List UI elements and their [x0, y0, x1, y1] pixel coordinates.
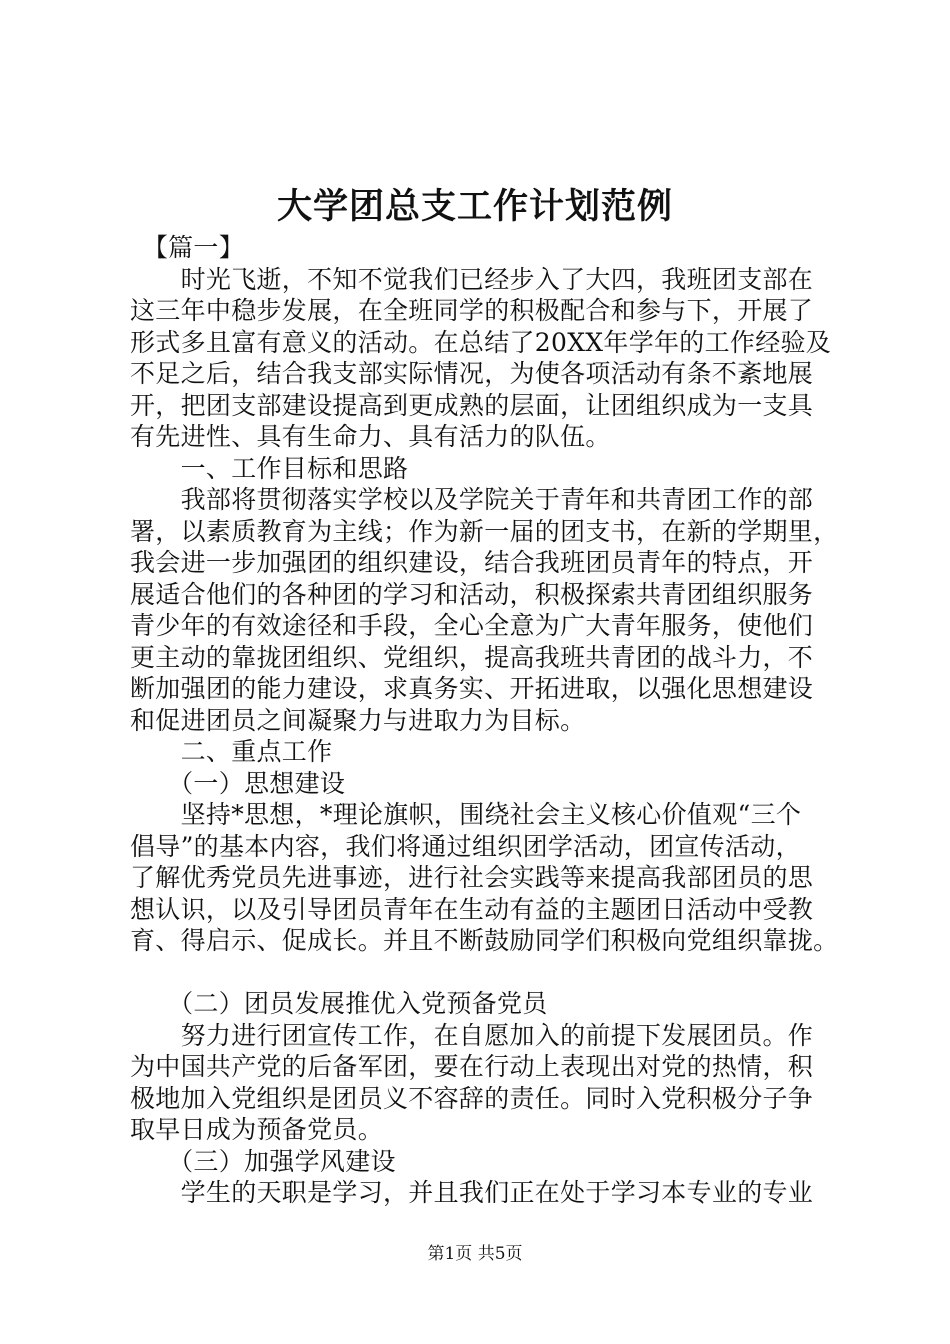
document-title: 大学团总支工作计划范例: [276, 186, 673, 227]
section-heading: 二、重点工作: [130, 737, 333, 766]
section-heading: 一、工作目标和思路: [130, 453, 409, 483]
paragraph-line: 育、得启示、促成长。并且不断鼓励同学们积极向党组织靠拢。: [130, 926, 839, 955]
paragraph-line: 断加强团的能力建设，求真务实、开拓进取，以强化思想建设: [130, 674, 814, 703]
paragraph-line: 青少年的有效途径和手段，全心全意为广大青年服务，使他们: [130, 611, 814, 640]
paragraph-line: 时光飞逝，不知不觉我们已经步入了大四，我班团支部在: [130, 264, 814, 294]
paragraph-line: 我会进一步加强团的组织建设，结合我班团员青年的特点，开: [130, 548, 814, 577]
paragraph-line: 学生的天职是学习，并且我们正在处于学习本专业的专业: [130, 1178, 814, 1207]
blank-line: [130, 957, 845, 989]
paragraph-line: 展适合他们的各种团的学习和活动，积极探索共青团组织服务: [130, 579, 814, 609]
paragraph-line: 了解优秀党员先进事迹，进行社会实践等来提高我部团员的思: [130, 863, 814, 892]
paragraph-line: 不足之后，结合我支部实际情况，为使各项活动有条不紊地展: [130, 359, 814, 388]
paragraph-line: 我部将贯彻落实学校以及学院关于青年和共青团工作的部: [130, 485, 814, 514]
paragraph-line: 想认识，以及引导团员青年在生动有益的主题团日活动中受教: [130, 894, 814, 924]
subsection-heading: （一）思想建设: [130, 768, 346, 798]
paragraph-line: 倡导”的基本内容，我们将通过组织团学活动，团宣传活动，: [130, 831, 801, 861]
paragraph-line: 为中国共产党的后备军团，要在行动上表现出对党的热情，积: [130, 1052, 814, 1081]
document-body: [130, 232, 845, 1209]
paragraph-line: 这三年中稳步发展，在全班同学的积极配合和参与下，开展了: [130, 296, 814, 325]
paragraph-line: 更主动的靠拢团组织、党组织，提高我班共青团的战斗力，不: [130, 642, 814, 672]
paragraph-line: 形式多且富有意义的活动。在总结了20XX年学年的工作经验及: [130, 327, 832, 357]
paragraph-line: 开，把团支部建设提高到更成熟的层面，让团组织成为一支具: [130, 390, 814, 420]
paragraph-line: 极地加入党组织是团员义不容辞的责任。同时入党积极分子争: [130, 1083, 814, 1113]
paragraph-line: 【篇一】: [130, 233, 245, 262]
paragraph-line: 和促进团员之间凝聚力与进取力为目标。: [130, 705, 586, 735]
paragraph-line: 有先进性、具有生命力、具有活力的队伍。: [130, 422, 611, 451]
paragraph-line: 取早日成为预备党员。: [130, 1115, 384, 1144]
page-footer: 第1页 共5页: [427, 1244, 523, 1264]
paragraph-line: 署，以素质教育为主线；作为新一届的团支书，在新的学期里，: [130, 516, 839, 546]
subsection-heading: （二）团员发展推优入党预备党员: [130, 989, 548, 1018]
subsection-heading: （三）加强学风建设: [130, 1146, 396, 1176]
paragraph-line: 努力进行团宣传工作，在自愿加入的前提下发展团员。作: [130, 1020, 814, 1050]
paragraph-line: 坚持*思想，*理论旗帜，围绕社会主义核心价值观“三个: [130, 800, 802, 829]
